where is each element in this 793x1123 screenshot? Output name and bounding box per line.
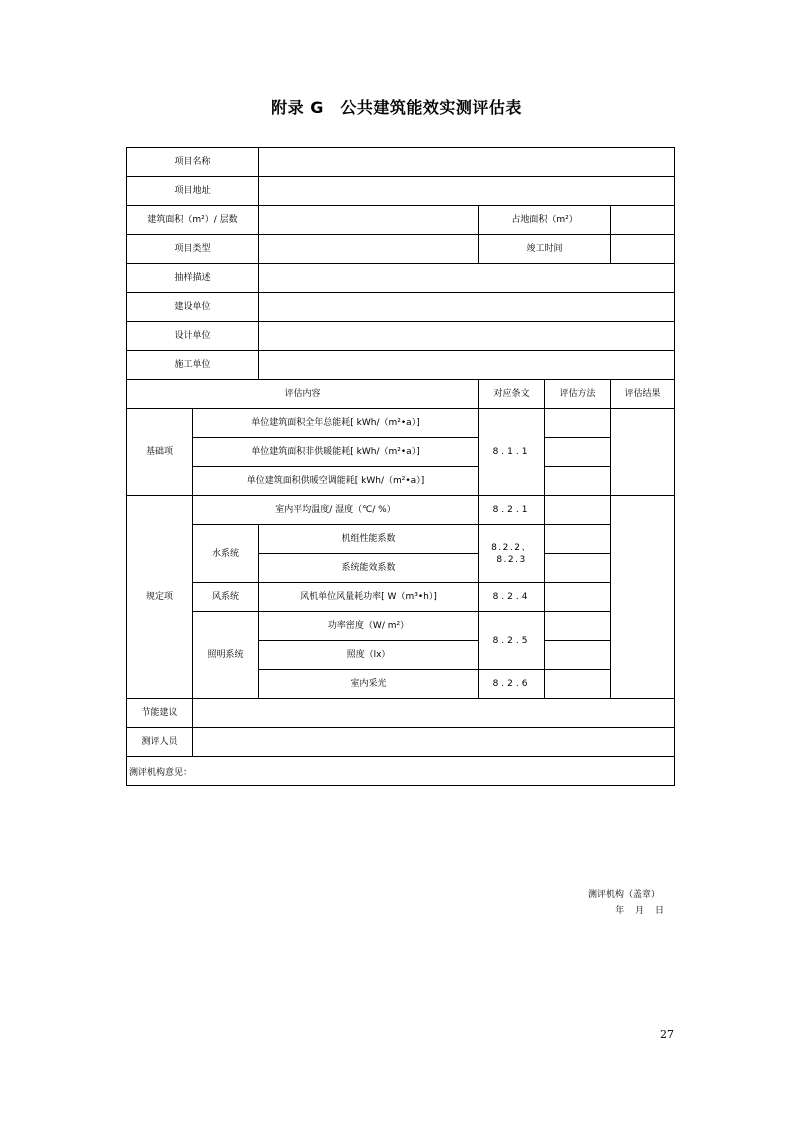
table-row: [127, 467, 675, 496]
table-row: [127, 583, 675, 612]
content-header: 评估内容: [127, 380, 479, 409]
light-row-power-density: 功率密度（W/ m²）: [259, 612, 479, 641]
water-system-label: 水系统: [193, 525, 259, 583]
table-row: [127, 351, 675, 380]
completion-time-label: 竣工时间: [479, 235, 611, 264]
air-method[interactable]: [545, 583, 611, 612]
table-header-row: [127, 380, 675, 409]
light-row-illuminance: 照度（lx）: [259, 641, 479, 670]
opinion-label: 测评机构意见：: [129, 768, 193, 778]
lighting-system-label: 照明系统: [193, 612, 259, 699]
basic-label: 基础项: [127, 409, 193, 496]
advice-label: 节能建议: [127, 699, 193, 728]
table-row: [127, 496, 675, 525]
water-row-unit-cop: 机组性能系数: [259, 525, 479, 554]
water-method-1[interactable]: [545, 525, 611, 554]
table-row: [127, 728, 675, 757]
regulated-result[interactable]: [611, 496, 675, 699]
sampling-field[interactable]: [259, 264, 675, 293]
indoor-method[interactable]: [545, 496, 611, 525]
building-area-label: 建筑面积（m²）/ 层数: [127, 206, 259, 235]
table-row: [127, 206, 675, 235]
basic-result[interactable]: [611, 409, 675, 496]
land-area-label: 占地面积（m²）: [479, 206, 611, 235]
land-area-field[interactable]: [611, 206, 675, 235]
stamp-label: 测评机构（盖章）: [588, 890, 661, 900]
indoor-clause: 8.2.1: [479, 496, 545, 525]
air-row: 风机单位风量耗功率[ W（m³•h）]: [259, 583, 479, 612]
basic-row-hvac: 单位建筑面积供暖空调能耗[ kWh/（m²•a）]: [193, 467, 479, 496]
table-row: [127, 525, 675, 554]
builder-unit-label: 施工单位: [127, 351, 259, 380]
project-address-label: 项目地址: [127, 177, 259, 206]
daylight-row: 室内采光: [259, 670, 479, 699]
building-area-field[interactable]: [259, 206, 479, 235]
clause-header: 对应条文: [479, 380, 545, 409]
completion-time-field[interactable]: [611, 235, 675, 264]
evaluator-label: 测评人员: [127, 728, 193, 757]
indoor-row: 室内平均温度/ 湿度（℃/ %）: [193, 496, 479, 525]
basic-method-2[interactable]: [545, 438, 611, 467]
result-header: 评估结果: [611, 380, 675, 409]
regulated-label: 规定项: [127, 496, 193, 699]
light-method-2[interactable]: [545, 641, 611, 670]
sampling-label: 抽样描述: [127, 264, 259, 293]
basic-clause: 8.1.1: [479, 409, 545, 496]
design-unit-field[interactable]: [259, 322, 675, 351]
project-name-field[interactable]: [259, 148, 675, 177]
table-row: [127, 148, 675, 177]
basic-row-total: 单位建筑面积全年总能耗[ kWh/（m²•a）]: [193, 409, 479, 438]
table-row: [127, 699, 675, 728]
table-row: [127, 438, 675, 467]
water-clause: 8.2.2、8.2.3: [479, 525, 545, 583]
light-method-1[interactable]: [545, 612, 611, 641]
method-header: 评估方法: [545, 380, 611, 409]
project-name-label: 项目名称: [127, 148, 259, 177]
light-clause: 8.2.5: [479, 612, 545, 670]
construction-unit-label: 建设单位: [127, 293, 259, 322]
date-label: 年 月 日: [615, 906, 665, 916]
page-title: 附录 G 公共建筑能效实测评估表: [271, 98, 522, 117]
water-method-2[interactable]: [545, 554, 611, 583]
basic-method-3[interactable]: [545, 467, 611, 496]
page-number: 27: [660, 1028, 674, 1041]
table-row: [127, 177, 675, 206]
table-row: [127, 757, 675, 786]
evaluation-table: [126, 147, 675, 916]
opinion-box[interactable]: [127, 757, 675, 916]
basic-method-1[interactable]: [545, 409, 611, 438]
air-clause: 8.2.4: [479, 583, 545, 612]
builder-unit-field[interactable]: [259, 351, 675, 380]
daylight-method[interactable]: [545, 670, 611, 699]
table-row: [127, 293, 675, 322]
table-row: [127, 235, 675, 264]
daylight-clause: 8.2.6: [479, 670, 545, 699]
air-system-label: 风系统: [193, 583, 259, 612]
project-type-label: 项目类型: [127, 235, 259, 264]
advice-field[interactable]: [193, 699, 675, 728]
project-address-field[interactable]: [259, 177, 675, 206]
table-row: [127, 322, 675, 351]
water-row-system-eer: 系统能效系数: [259, 554, 479, 583]
evaluator-field[interactable]: [193, 728, 675, 757]
table-row: [127, 612, 675, 641]
construction-unit-field[interactable]: [259, 293, 675, 322]
table-row: [127, 264, 675, 293]
project-type-field[interactable]: [259, 235, 479, 264]
design-unit-label: 设计单位: [127, 322, 259, 351]
basic-row-nonheating: 单位建筑面积非供暖能耗[ kWh/（m²•a）]: [193, 438, 479, 467]
table-row: [127, 409, 675, 438]
